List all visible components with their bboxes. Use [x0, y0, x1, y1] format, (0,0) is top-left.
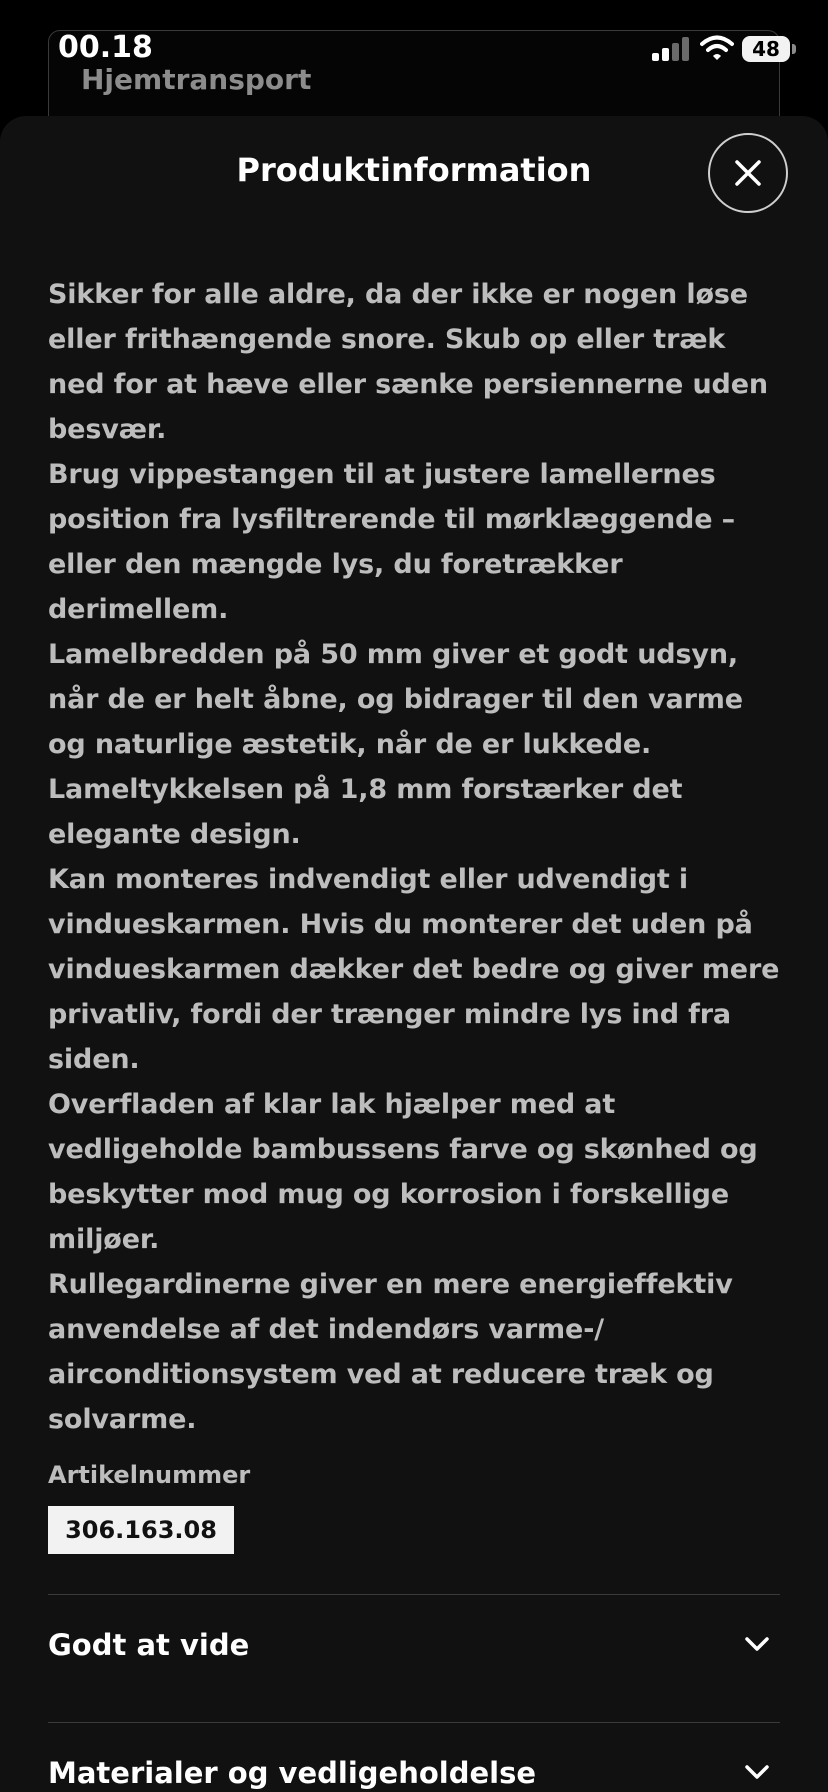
battery-level: 48 [752, 37, 780, 61]
description-paragraph: Rullegardinerne giver en mere energieffektiv anvendelse af det indendørs varme-/ airconditionsystem ved at reducere træk og solvarme. [48, 1269, 733, 1435]
close-button[interactable] [708, 133, 788, 213]
description-paragraph: Lameltykkelsen på 1,8 mm forstærker det elegante design. [48, 774, 683, 850]
status-bar [0, 0, 828, 70]
description-paragraph: Kan monteres indvendigt eller udvendigt i vindueskarmen. Hvis du monterer det uden på vindueskarmen dækker det bedre og giver mere privatliv, fordi der trænger mindre lys ind fra siden. [48, 864, 780, 1075]
product-info-sheet [0, 116, 828, 1792]
chevron-down-icon [744, 1635, 770, 1653]
delivery-option-label: Hjemtransport [81, 63, 312, 96]
sheet-title: Produktinformation [236, 151, 592, 189]
description-paragraph: Brug vippestangen til at justere lamellernes position fra lysfiltrerende til mørklæggende – eller den mængde lys, du foretrækker derimellem. [48, 459, 735, 625]
battery-icon [742, 36, 790, 62]
wifi-icon [700, 34, 734, 62]
chevron-down-icon [744, 1763, 770, 1781]
product-description [48, 272, 788, 1442]
accordion-good-to-know[interactable] [48, 1594, 780, 1722]
accordion-title: Materialer og vedligeholdelse [48, 1756, 537, 1790]
article-number-label: Artikelnummer [48, 1461, 251, 1489]
sheet-content [48, 272, 788, 1554]
description-paragraph: Overfladen af klar lak hjælper med at vedligeholde bambussens farve og skønhed og beskytter mod mug og korrosion i forskellige miljøer. [48, 1089, 758, 1255]
status-time: 00.18 [58, 30, 153, 65]
description-paragraph: Sikker for alle aldre, da der ikke er nogen løse eller frithængende snore. Skub op eller træk ned for at hæve eller sænke persiennerne uden besvær. [48, 279, 768, 445]
accordion-title: Godt at vide [48, 1628, 250, 1662]
article-number-badge: 306.163.08 [48, 1506, 234, 1554]
cellular-signal-icon [652, 37, 690, 61]
close-icon [734, 159, 762, 187]
battery-nub [792, 44, 796, 54]
description-paragraph: Lamelbredden på 50 mm giver et godt udsyn, når de er helt åbne, og bidrager til den varme og naturlige æstetik, når de er lukkede. [48, 639, 743, 760]
accordion-materials-care[interactable] [48, 1722, 780, 1792]
